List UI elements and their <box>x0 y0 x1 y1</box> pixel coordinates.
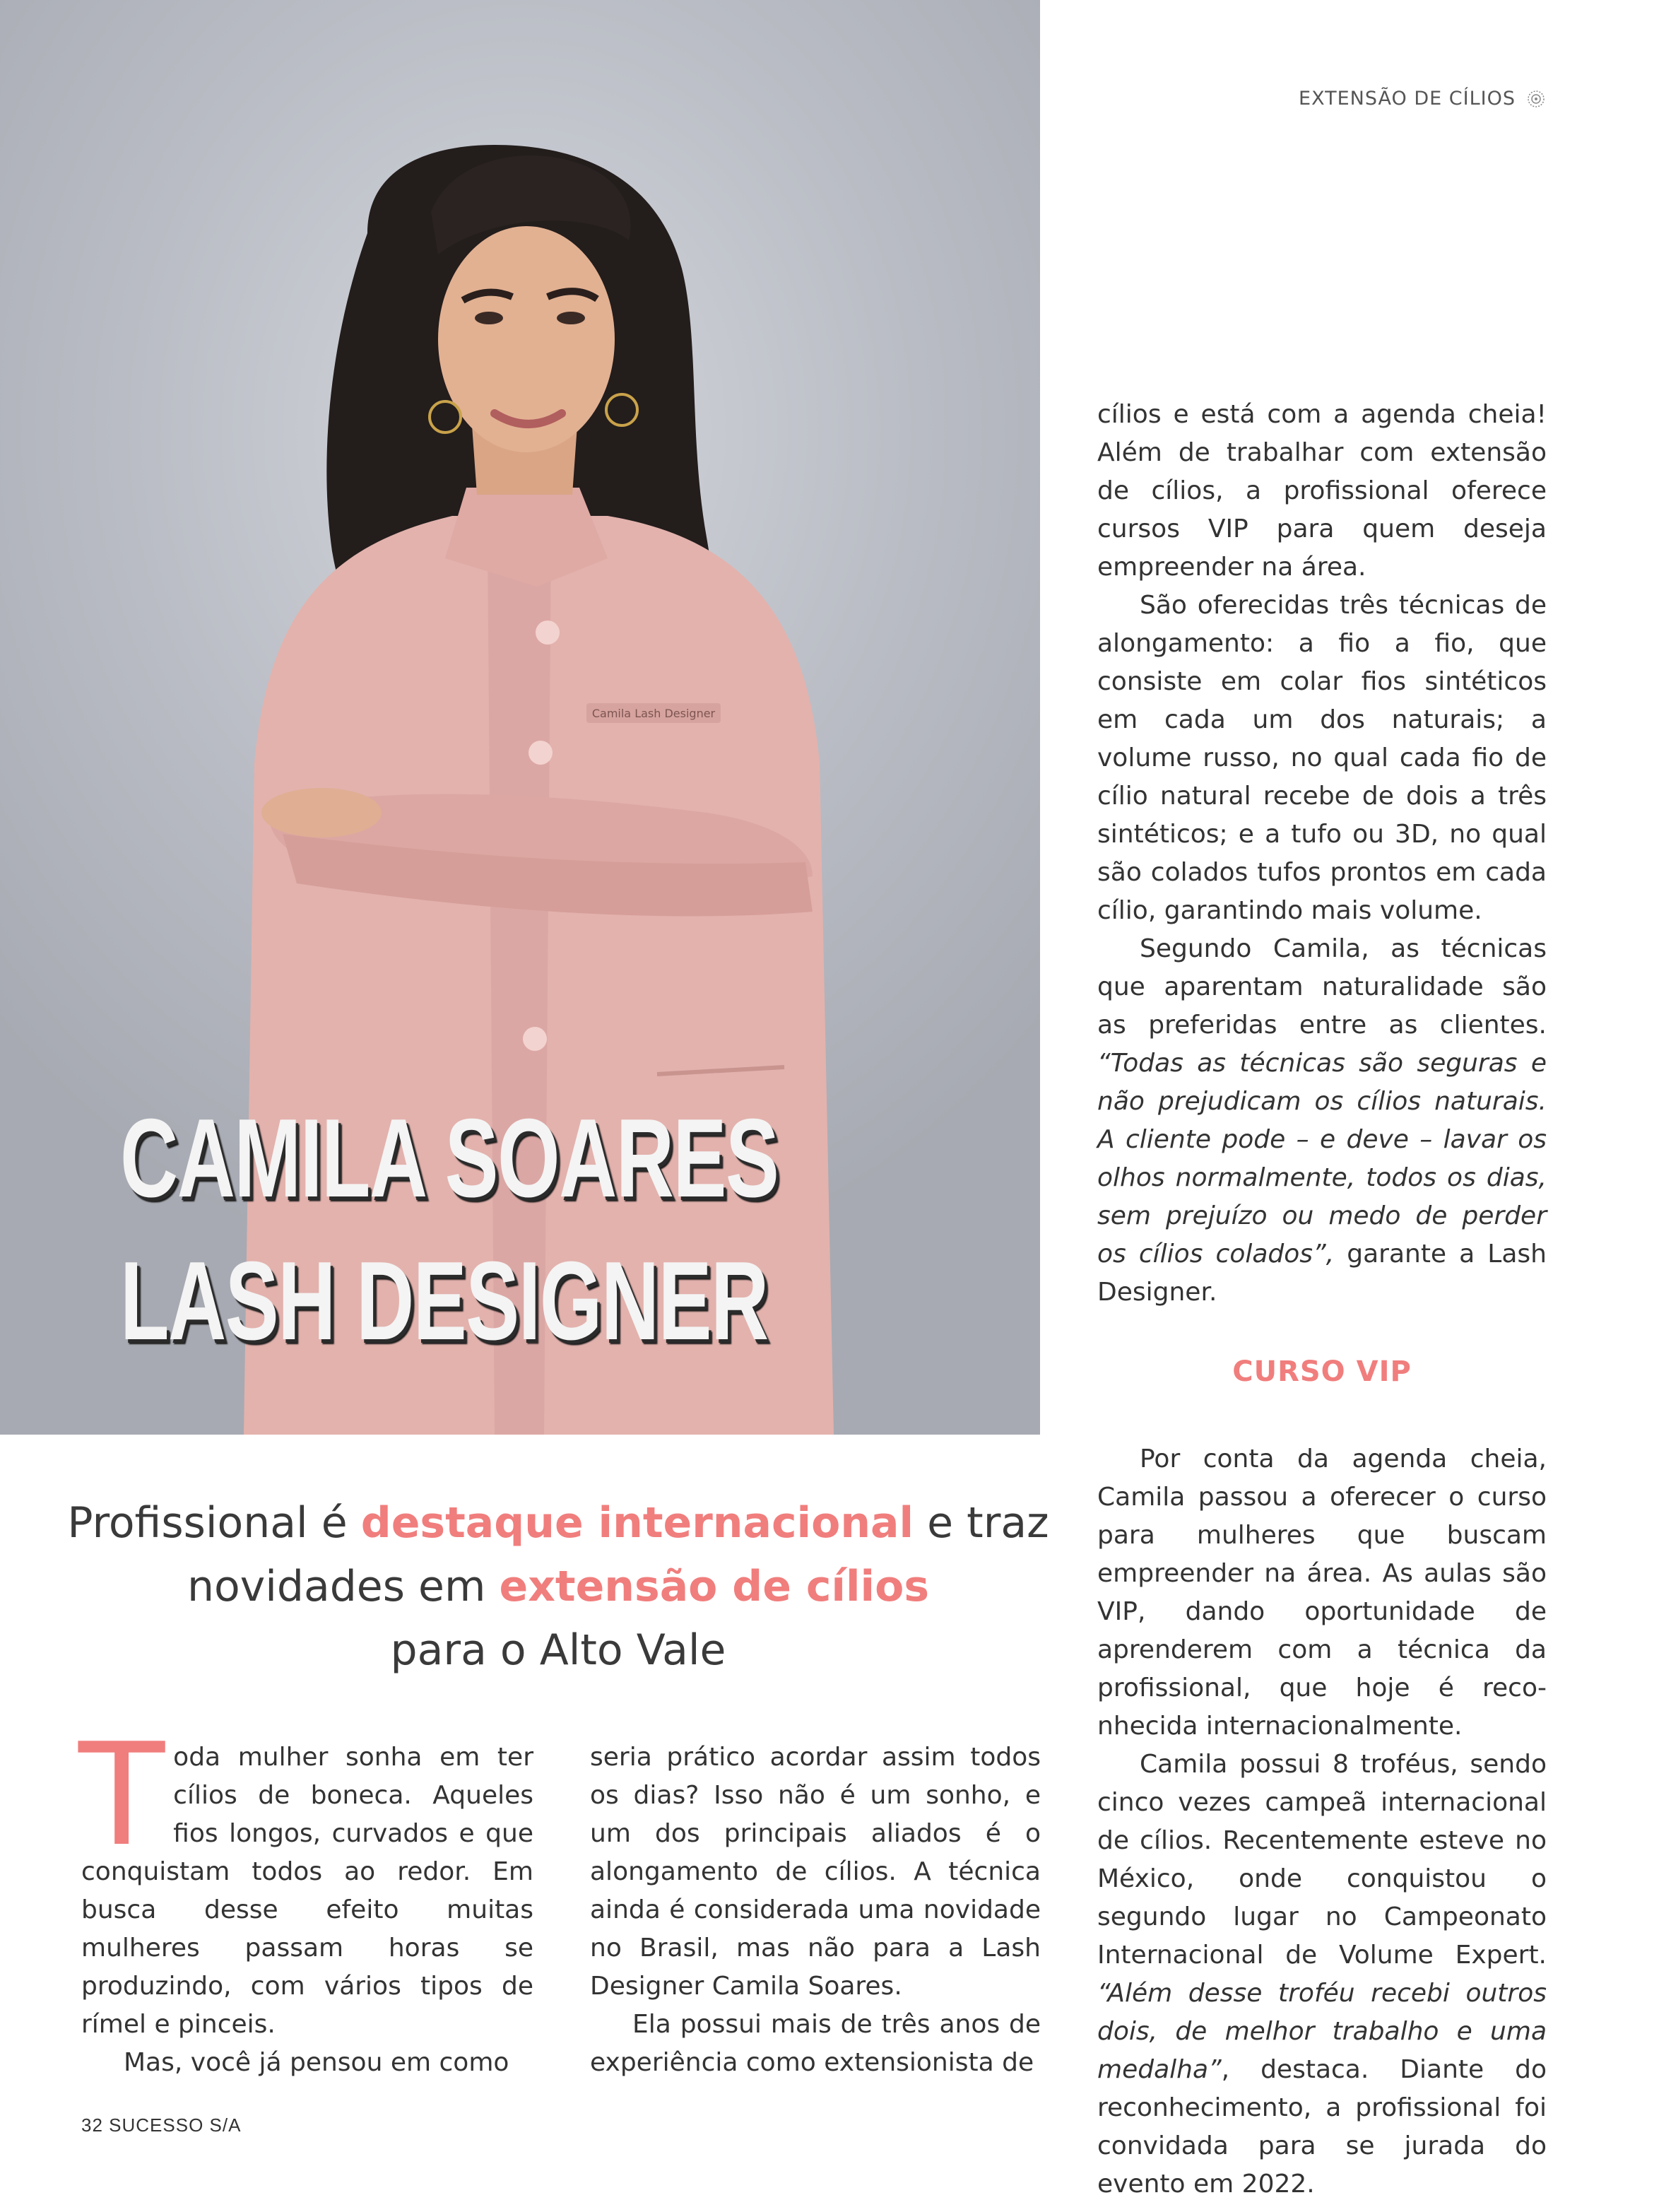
paragraph-5-start: Segundo Camila, as técnicas que aparentam naturalidade são as preferidas entre as clientes. <box>1097 934 1547 1040</box>
mandala-icon <box>1527 90 1545 108</box>
paragraph-7-end: , destaca. Diante do reconhecimento, a profissional foi convidada para se jurada do evento em 2022. <box>1097 2055 1547 2199</box>
paragraph-4: São oferecidas três técnicas de alongamento: a fio a fio, que consiste em colar fios sintéticos em cada um dos naturais; a volume russo, no qual cada fio de cílio natural recebe de dois a três sintéticos; e a tufo ou 3D, no qual são colados tufos prontos em cada cílio, garantindo mais volume. <box>1097 591 1547 925</box>
headline-name: CAMILA SOARES <box>120 1096 779 1220</box>
paragraph-3-continued: cílios e está com a agenda cheia! Além de trabalhar com extensão de cílios, a profissional oferece cursos VIP para quem deseja empreender na área. <box>1097 400 1547 582</box>
subtitle-highlight-1: destaque internacional <box>360 1498 914 1548</box>
article-column-3 <box>1097 396 1547 2204</box>
article-subtitle <box>64 1491 1053 1682</box>
paragraph-5-end: garante a Lash Designer. <box>1097 1240 1547 1307</box>
paragraph-7-quote: “Além desse troféu recebi outros dois, de melhor trabalho e uma medalha” <box>1097 1979 1547 2084</box>
cover-photo <box>0 0 1040 1435</box>
subtitle-part1: Profissional é <box>67 1498 361 1548</box>
subtitle-part2: e traz novidades em <box>187 1498 1049 1611</box>
jacket-embroidery: Camila Lash Designer <box>591 707 716 720</box>
article-column-2 <box>590 1739 1041 2082</box>
paragraph-2-continued: seria prático acordar assim todos os dias? Isso não é um sonho, e um dos principais aliados é o alongamento de cílios. A técnica ainda é considerada uma novidade no Brasil, mas não para a Lash Designer Camila Soares. <box>590 1743 1041 2001</box>
section-subhead: CURSO VIP <box>1232 1355 1412 1388</box>
drop-cap: T <box>78 1713 165 1878</box>
subtitle-part3: para o Alto Vale <box>390 1625 726 1675</box>
paragraph-5 <box>1097 930 1547 1312</box>
paragraph-intro-text: oda mulher sonha em ter cílios de boneca. Aqueles fios longos, curvados e que conquistam todos ao redor. Em busca desse efeito muitas mulheres passam horas se produzindo, com vários tipos de rímel e pinceis. <box>81 1743 533 2039</box>
article-column-1 <box>78 1713 533 2082</box>
subtitle-highlight-2: extensão de cílios <box>499 1562 930 1611</box>
paragraph-intro <box>78 1713 533 2044</box>
paragraph-5-quote: “Todas as técnicas são seguras e não prejudicam os cílios naturais. A cliente pode – e deve – lavar os olhos normalmente, todos os dias, sem prejuízo ou medo de perder os cílios colados”, <box>1097 1049 1547 1269</box>
section-tag <box>1299 88 1545 110</box>
section-tag-label: EXTENSÃO DE CÍLIOS <box>1299 88 1516 110</box>
paragraph-7-start: Camila possui 8 troféus, sendo cinco vezes campeã internacional de cílios. Recentemente esteve no México, onde conquistou o segundo lugar no Campeonato Internacional de Volume Expert. <box>1097 1750 1547 1970</box>
paragraph-3: Ela possui mais de três anos de experiência como extensionista de <box>590 2010 1041 2077</box>
paragraph-7 <box>1097 1746 1547 2204</box>
headline-role: LASH DESIGNER <box>120 1239 768 1363</box>
paragraph-2: Mas, você já pensou em como <box>124 2048 509 2077</box>
paragraph-6: Por conta da agenda cheia, Camila passou a oferecer o curso para mulheres que buscam empreender na área. As aulas são VIP, dando oportunidade de aprenderem com a técnica da profissional, que hoje é reconhecida internacionalmente. <box>1097 1445 1547 1741</box>
page-folio: 32 SUCESSO S/A <box>81 2114 242 2136</box>
